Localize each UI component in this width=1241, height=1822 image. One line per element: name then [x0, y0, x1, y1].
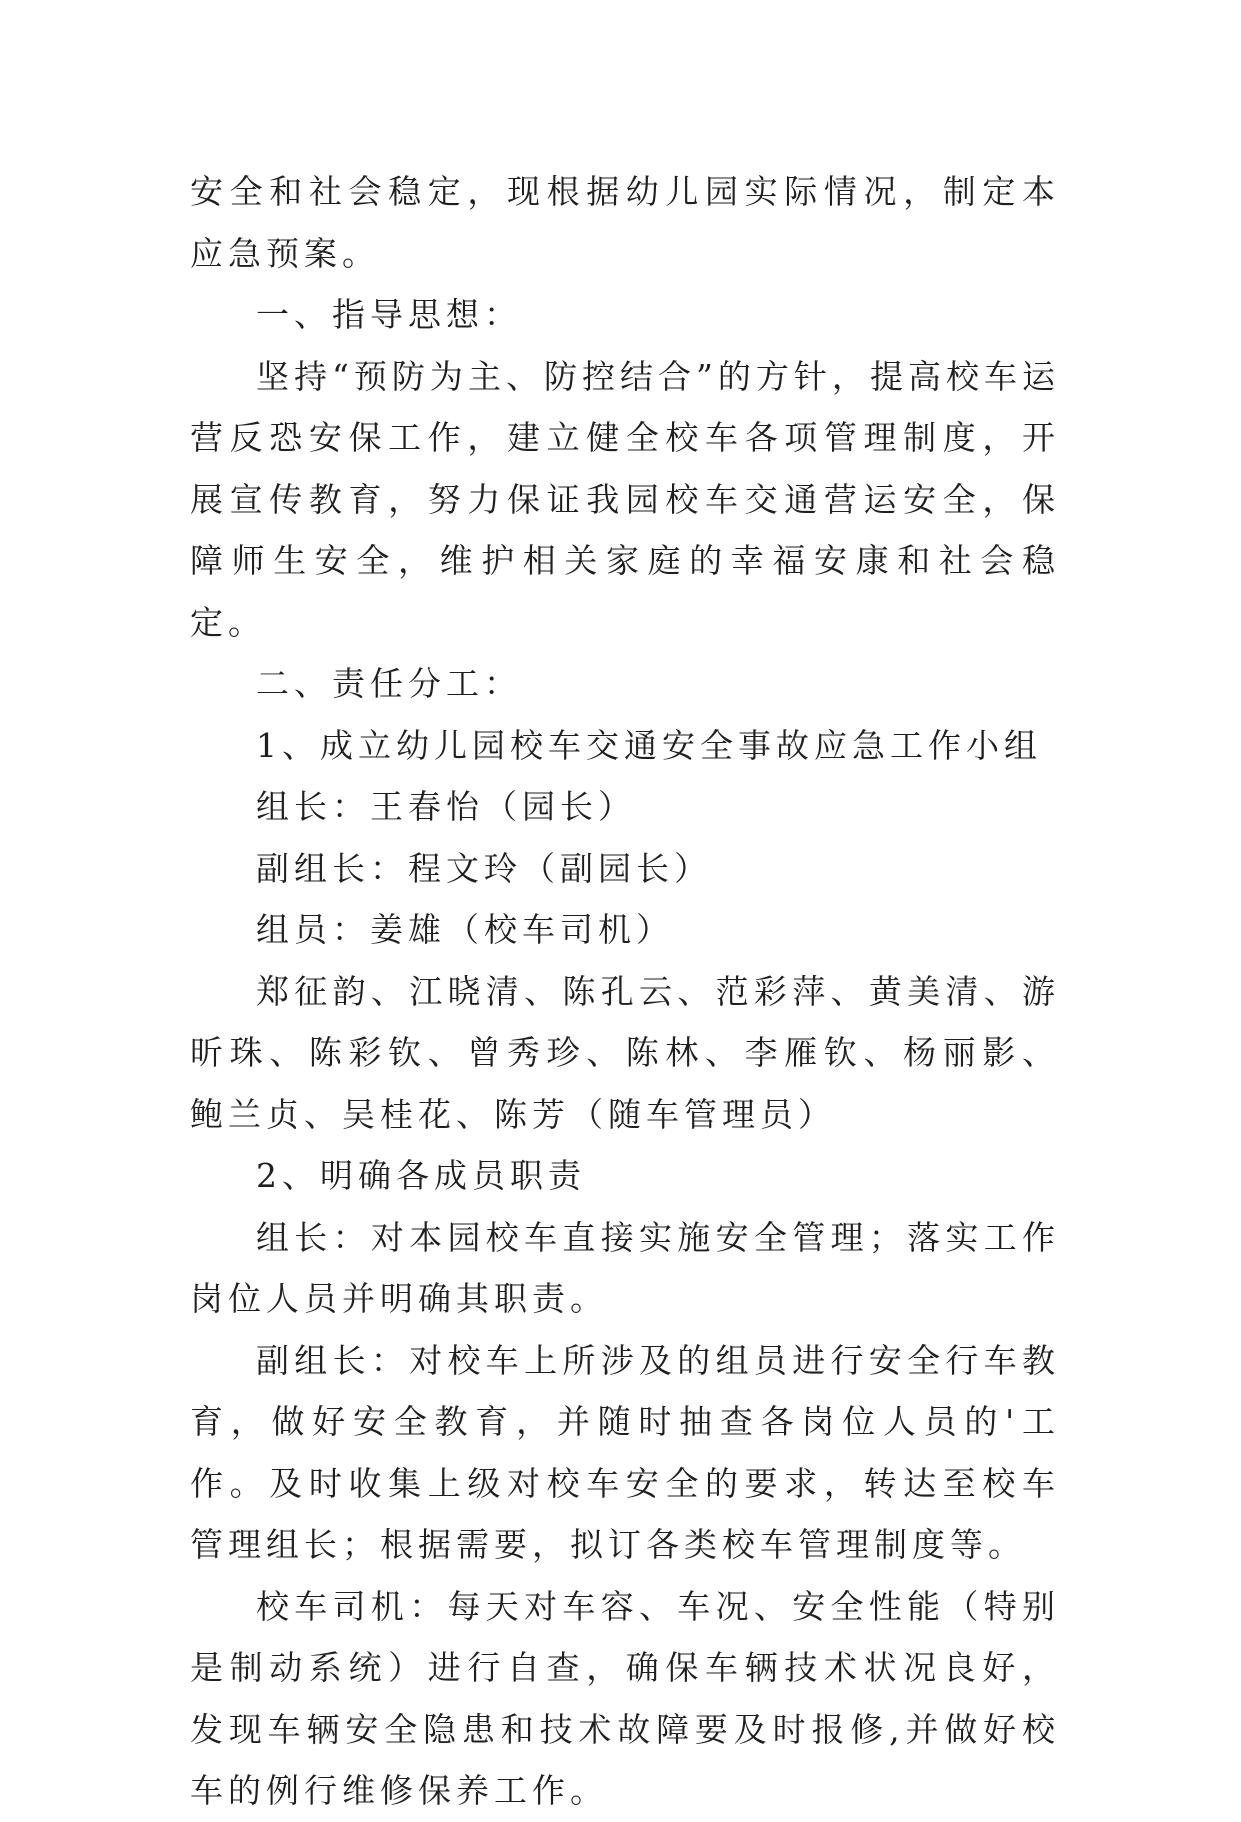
- paragraph-deputy-duties: 副组长：对校车上所涉及的组员进行安全行车教育，做好安全教育，并随时抽查各岗位人员的'工作。及时收集上级对校车安全的要求，转达至校车管理组长；根据需要，拟订各类校车管理制度等。: [190, 1340, 1060, 1564]
- item-group-leader: 组长：王春怡（园长）: [256, 787, 636, 826]
- document-body: [190, 161, 1060, 1822]
- item-group-member: 组员：姜雄（校车司机）: [256, 910, 674, 949]
- paragraph-bus-attendants: 郑征韵、江晓清、陈孔云、范彩萍、黄美清、游昕珠、陈彩钦、曾秀珍、陈林、李雁钦、杨丽影、鲍兰贞、吴桂花、陈芳（随车管理员）: [190, 971, 1060, 1134]
- paragraph-intro-continuation: 安全和社会稳定，现根据幼儿园实际情况，制定本应急预案。: [190, 172, 1060, 273]
- heading-guiding-principle: 一、指导思想：: [256, 295, 522, 334]
- item-working-group: 1、成立幼儿园校车交通安全事故应急工作小组: [256, 725, 1042, 765]
- paragraph-guiding-principle: 坚持“预防为主、防控结合”的方针，提高校车运营反恐安保工作，建立健全校车各项管理制度，开展宣传教育，努力保证我园校车交通营运安全，保障师生安全，维护相关家庭的幸福安康和社会稳定。: [190, 356, 1060, 642]
- item-deputy-leader: 副组长：程文玲（副园长）: [256, 848, 712, 888]
- item-member-duties: 2、明确各成员职责: [256, 1156, 586, 1195]
- heading-responsibility: 二、责任分工：: [256, 664, 522, 703]
- paragraph-leader-duties: 组长：对本园校车直接实施安全管理；落实工作岗位人员并明确其职责。: [190, 1217, 1060, 1318]
- paragraph-driver-duties: 校车司机：每天对车容、车况、安全性能（特别是制动系统）进行自查，确保车辆技术状况良好，发现车辆安全隐患和技术故障要及时报修,并做好校车的例行维修保养工作。: [190, 1586, 1060, 1810]
